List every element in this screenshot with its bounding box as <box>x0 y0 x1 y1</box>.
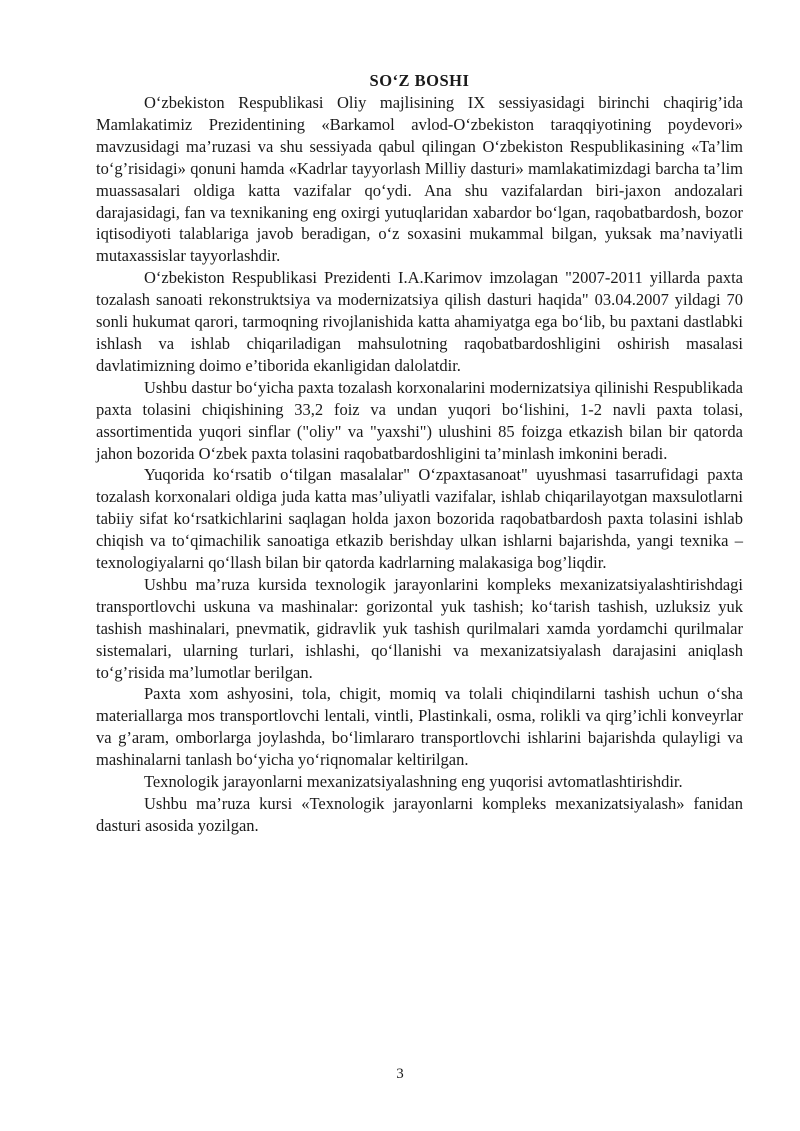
page-number: 3 <box>396 1066 404 1082</box>
paragraph-3: Ushbu dastur bo‘yicha paxta tozalash korxonalarini modernizatsiya qilinishi Respublikada paxta tolasini chiqishining 33,2 foiz va undan yuqori bo‘lishini, 1-2 navli paxta tolasi, assortimentida yuqori sinflar ("oliy" va "yaxshi") ulushini 85 foizga etkazish bilan bir qatorda jahon bozorida O‘zbek paxta tolasini raqobatbardoshligini ta’minlash imkonini beradi. <box>96 377 743 463</box>
paragraph-2: O‘zbekiston Respublikasi Prezidenti I.A.Karimov imzolagan "2007-2011 yillarda paxta tozalash sanoati rekonstruktsiya va modernizatsiya qilish dasturi haqida" 03.04.2007 yildagi 70 sonli hukumat qarori, tarmoqning rivojlanishida katta ahamiyatga ega bo‘lib, bu paxtani dastlabki ishlash va ishlab chiqariladigan mahsulotning raqobatbardoshligini oshirish masalasi davlatimizning doimo e’tiborida ekanligidan dalolatdir. <box>96 268 743 375</box>
paragraph-6: Paxta xom ashyosini, tola, chigit, momiq va tolali chiqindilarni tashish uchun o‘sha materiallarga mos transportlovchi lentali, vintli, Plastinkali, osma, rolikli va qirg’ichli konveyrlar va g’aram, omborlarga joylashda, bo‘limlararo transportlovchi ishlarini bajarishda qulayligi va mashinalarni tanlash bo‘yicha yo‘riqnomalar keltirilgan. <box>96 684 743 770</box>
paragraph-8: Ushbu ma’ruza kursi «Texnologik jarayonlarni kompleks mexanizatsiyalash» fanidan dasturi asosida yozilgan. <box>96 794 743 835</box>
document-body <box>96 70 743 837</box>
paragraph-7: Texnologik jarayonlarni mexanizatsiyalashning eng yuqorisi avtomatlashtirishdir. <box>144 772 683 792</box>
paragraph-5: Ushbu ma’ruza kursida texnologik jarayonlarini kompleks mexanizatsiyalashtirishdagi transportlovchi uskuna va mashinalar: gorizontal yuk tashish; ko‘tarish tashish, uzluksiz yuk tashish mashinalari, pnevmatik, gidravlik yuk tashish qurilmalari xamda yordamchi qurilmalar sistemalari, ularning turlari, ishlashi, qo‘llanishi va mexanizatsiyalash darajasini aniqlash to‘g’risida ma’lumotlar berilgan. <box>96 574 743 682</box>
section-title: SO‘Z BOSHI <box>369 71 470 90</box>
paragraph-1: O‘zbekiston Respublikasi Oliy majlisining IX sessiyasidagi birinchi chaqirig’ida Mamlakatimiz Prezidentining «Barkamol avlod-O‘zbekiston taraqqiyotining poydevori» mavzusidagi ma’ruzasi va shu sessiyada qabul qilingan O‘zbekiston Respublikasining «Ta’lim to‘g’risidagi» qonuni hamda «Kadrlar tayyorlash Milliy dasturi» mamlakatimizdagi barcha ta’lim muassasalari oldiga katta vazifalar qo‘ydi. Ana shu vazifalardan biri-jaxon andozalari darajasidagi, fan va texnikaning eng oxirgi yutuqlaridan xabardor bo‘lgan, raqobatbardosh, bozor iqtisodiyoti talablariga javob beradigan, o‘z soxasini mukammal bilgan, yuksak ma’naviyatli mutaxassislar tayyorlashdir. <box>96 93 743 266</box>
paragraph-4: Yuqorida ko‘rsatib o‘tilgan masalalar" O‘zpaxtasanoat" uyushmasi tasarrufidagi paxta tozalash korxonalari oldiga juda katta mas’uliyatli vazifalar, ishlab chiqarilayotgan maxsulotlarni tabiiy sifat ko‘rsatkichlarini saqlagan holda jaxon bozorida raqobatbardosh paxta tolasini ishlab chiqish va to‘qimachilik sanoatiga etkazib berishday ulkan ishlarni bajarishda, yangi texnika – texnologiyalarni qo‘llash bilan bir qatorda kadrlarning malakasiga bog’liqdir. <box>96 465 743 573</box>
